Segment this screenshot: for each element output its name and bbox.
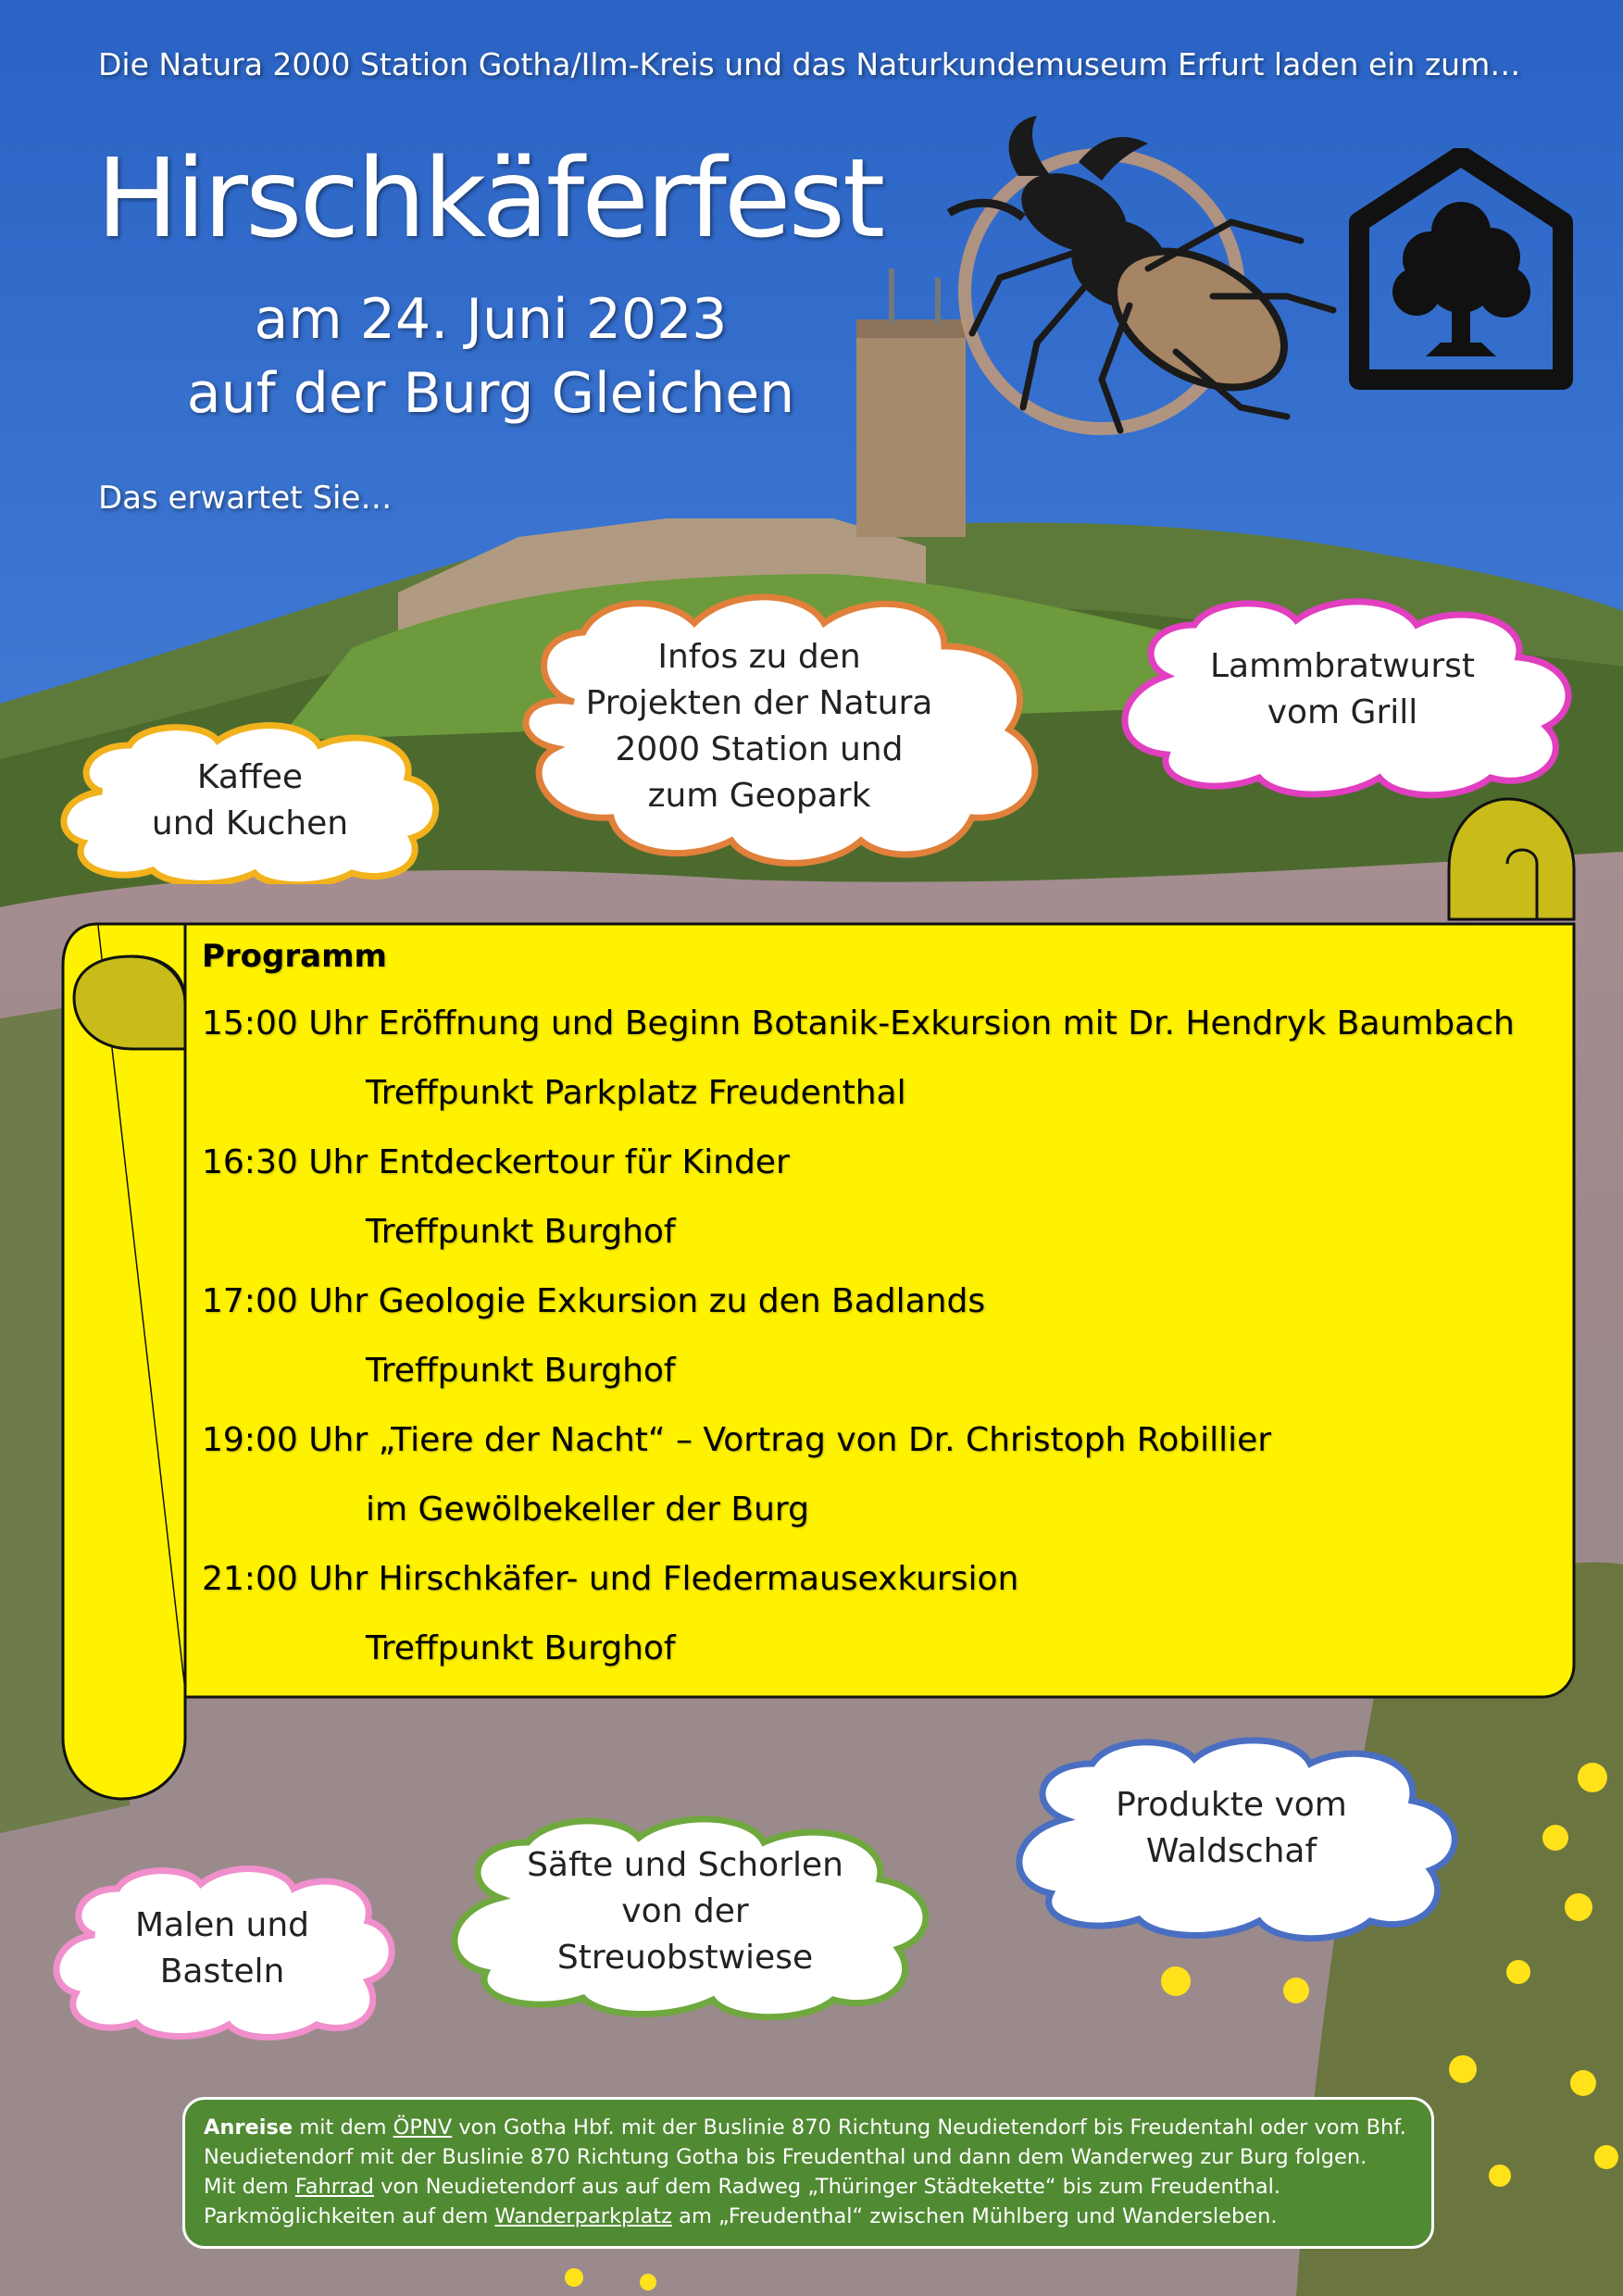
subtitle-text: Das erwartet Sie… [98,480,393,517]
program-line: Treffpunkt Burghof [366,1629,676,1667]
program-line: Treffpunkt Burghof [366,1213,676,1251]
event-date: am 24. Juni 2023 [254,287,728,352]
cloud-infos-label: Infos zu den Projekten der Natura 2000 Station und zum Geopark [585,638,933,815]
fahrrad-link[interactable]: Fahrrad [294,2175,374,2199]
anreise-label: Anreise [204,2115,293,2140]
program-heading: Programm [202,938,387,975]
program-line: 16:30 Uhr Entdeckertour für Kinder [202,1143,790,1181]
house-tree-logo-icon [1342,148,1579,393]
event-date-location [148,282,833,430]
stag-beetle-icon [935,111,1342,435]
program-line: 19:00 Uhr „Tiere der Nacht“ – Vortrag von Dr. Christoph Robillier [202,1421,1272,1459]
intro-text: Die Natura 2000 Station Gotha/Ilm-Kreis und das Naturkundemuseum Erfurt laden ein zum… [98,46,1521,82]
cloud-produkte-label: Produkte vom Waldschaf [1116,1786,1347,1870]
program-line: 15:00 Uhr Eröffnung und Beginn Botanik-Exkursion mit Dr. Hendryk Baumbach [202,1004,1515,1042]
cloud-saefte-label: Säfte und Schorlen von der Streuobstwiese [527,1846,843,1977]
event-location: auf der Burg Gleichen [186,361,795,426]
wanderparkplatz-link[interactable]: Wanderparkplatz [494,2204,672,2228]
travel-info-box: Anreise mit dem ÖPNV von Gotha Hbf. mit der Buslinie 870 Richtung Neudietendorf bis Freudentahl oder vom Bhf. Neudietendorf mit der Buslinie 870 Richtung Gotha bis Freudenthal und dann dem Wanderweg zur Burg folgen. Mit dem Fahrrad von Neudietendorf aus auf dem Radweg „Thüringer Städtekette“ bis zum Freudenthal. Parkmöglichkeiten auf dem Wanderparkplatz am „Freudenthal“ zwischen Mühlberg und Wandersleben. [182,2097,1434,2249]
program-line: 17:00 Uhr Geologie Exkursion zu den Badlands [202,1282,986,1320]
program-line: Treffpunkt Parkplatz Freudenthal [366,1074,906,1112]
oepnv-link[interactable]: ÖPNV [393,2115,453,2140]
event-title: Hirschkäferfest [96,134,883,262]
program-line: im Gewölbekeller der Burg [366,1491,809,1529]
cloud-kaffee-label: Kaffee und Kuchen [151,758,349,842]
cloud-malen-label: Malen und Basteln [134,1906,309,1990]
program-line: Treffpunkt Burghof [366,1352,676,1390]
program-line: 21:00 Uhr Hirschkäfer- und Fledermausexkursion [202,1560,1019,1598]
cloud-lammbratwurst-label: Lammbratwurst vom Grill [1209,647,1475,731]
